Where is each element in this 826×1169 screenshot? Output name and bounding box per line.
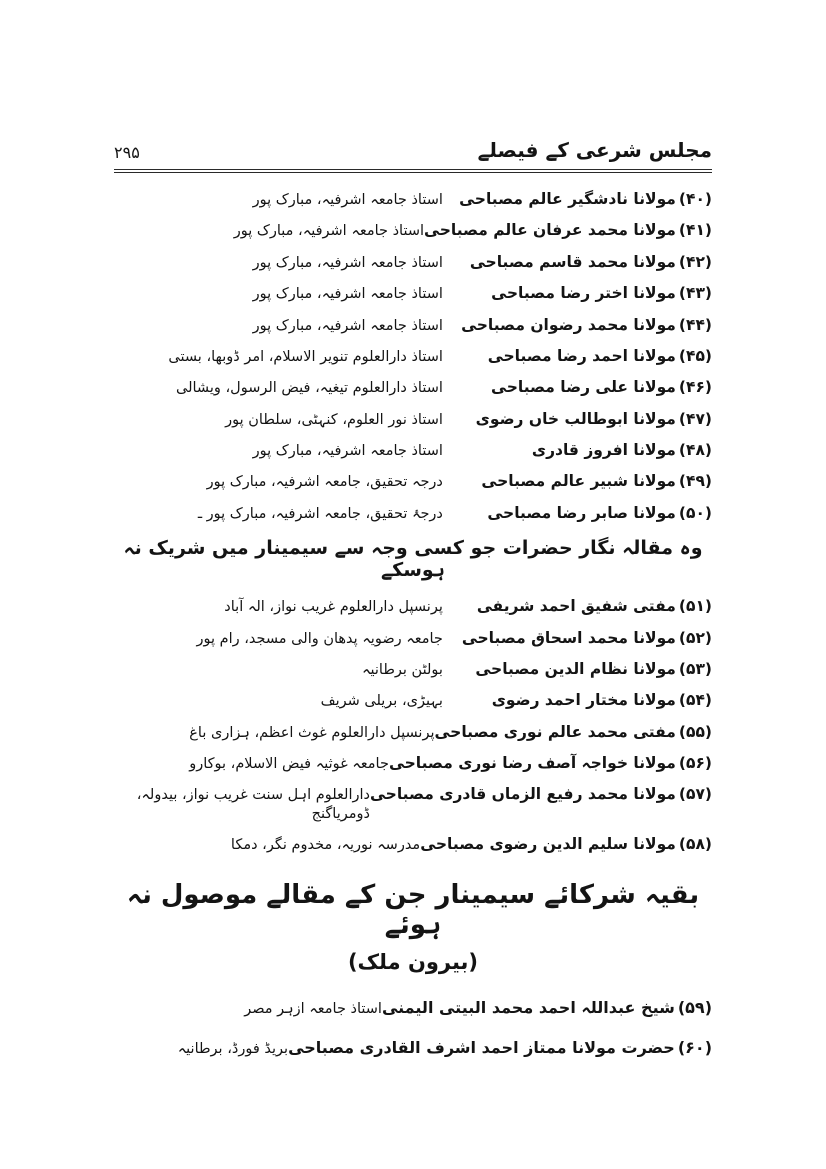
entry-name [389, 754, 712, 773]
entry-name-text: مولانا سلیم الدین رضوی مصباحی [420, 834, 676, 853]
entry-name-text: مولانا نادشگیر عالم مصباحی [459, 190, 676, 208]
entry-affiliation: استاذ جامعہ اشرفیہ، مبارک پور [252, 317, 443, 334]
list-item [114, 785, 712, 822]
entry-number: (۴۰) [678, 190, 712, 208]
entry-name-text: مولانا نظام الدین مصباحی [475, 659, 676, 678]
entry-name-text: مولانا محمد عرفان عالم مصباحی [424, 221, 676, 240]
entry-name [488, 347, 712, 366]
entry-number: (۴۴) [678, 315, 712, 334]
page-title: مجلس شرعی کے فیصلے [477, 138, 712, 162]
list-item [114, 253, 712, 272]
list-item [114, 378, 712, 397]
entry-affiliation: درجہ تحقیق، جامعہ اشرفیہ، مبارک پور [206, 474, 443, 491]
entry-name-text: حضرت مولانا ممتاز احمد اشرف القادری مصباحی [288, 1038, 675, 1058]
entry-affiliation: استاذ دارالعلوم تیغیہ، فیض الرسول، ویشالی [175, 380, 443, 397]
entry-affiliation: پرنسپل دارالعلوم غریب نواز، الہ آباد [224, 599, 443, 616]
list-item [114, 284, 712, 303]
entry-number: (۵۳) [678, 659, 712, 678]
entry-name [288, 1038, 712, 1058]
entry-name [491, 378, 712, 397]
page-number: ۲۹۵ [114, 143, 140, 162]
entry-name [462, 629, 712, 648]
heading-papers-not-received: بقیہ شرکائے سیمینار جن کے مقالے موصول نہ ہوئے [126, 880, 700, 940]
list-item [114, 410, 712, 429]
list-item [114, 629, 712, 648]
entry-name-text: مولانا اختر رضا مصباحی [491, 284, 676, 303]
entry-list-absent-writers [114, 597, 712, 854]
entry-name [492, 691, 712, 710]
entry-number: (۶۰) [677, 1038, 712, 1058]
entry-affiliation: استاذ جامعہ اشرفیہ، مبارک پور [233, 223, 425, 240]
entry-affiliation: بریڈ فورڈ، برطانیہ [177, 1041, 289, 1058]
entry-number: (۴۲) [678, 252, 712, 271]
entry-number: (۵۶) [678, 754, 712, 772]
list-item [114, 190, 712, 209]
list-item [114, 472, 712, 491]
list-item [114, 504, 712, 523]
entry-number: (۴۶) [678, 378, 712, 397]
entry-name [382, 998, 712, 1018]
entry-name-text: شیخ عبداللہ احمد محمد البیتی الیمنی [381, 998, 675, 1017]
entry-affiliation: پرنسپل دارالعلوم غوث اعظم، ہزاری باغ [189, 724, 435, 741]
entry-name-text: مولانا ابوطالب خاں رضوی [475, 409, 676, 428]
list-item [114, 835, 712, 854]
entry-affiliation: دارالعلوم اہل سنت غریب نواز، بیدولہ، ڈومریاگنج [136, 787, 370, 822]
entry-number: (۵۷) [678, 785, 712, 804]
entry-affiliation: بہیڑی، بریلی شریف [320, 693, 443, 710]
entry-name-text: مفتی محمد عالم نوری مصباحی [434, 722, 676, 741]
entry-number: (۵۱) [678, 597, 712, 616]
entry-affiliation: جامعہ رضویہ پدھان والی مسجد، رام پور [196, 630, 443, 647]
entry-name-text: مولانا مختار احمد رضوی [491, 691, 676, 710]
entry-name [424, 221, 712, 240]
entry-name-text: مولانا شبیر عالم مصباحی [481, 472, 676, 491]
entry-name [491, 284, 712, 303]
entry-name [481, 472, 712, 491]
page-header [114, 138, 712, 170]
list-item [114, 660, 712, 679]
entry-name [461, 316, 712, 335]
entry-name-text: مولانا صابر رضا مصباحی [487, 503, 676, 522]
entry-number: (۴۷) [678, 409, 712, 428]
entry-number: (۵۹) [677, 998, 712, 1017]
entry-name [459, 190, 712, 209]
list-item [114, 221, 712, 240]
entry-affiliation: استاذ جامعہ اشرفیہ، مبارک پور [252, 443, 443, 459]
list-item [114, 441, 712, 460]
entry-affiliation: درجۂ تحقیق، جامعہ اشرفیہ، مبارک پور ـ [197, 505, 443, 522]
list-item [114, 998, 712, 1018]
entry-number: (۴۳) [678, 284, 712, 303]
entry-number: (۵۲) [678, 628, 712, 647]
entry-name [477, 597, 712, 616]
entry-name [420, 835, 712, 854]
heading-outside-country: (بیرون ملک) [347, 950, 479, 974]
entry-list-outside-country [114, 998, 712, 1058]
entry-affiliation: استاذ جامعہ اشرفیہ، مبارک پور [252, 254, 443, 271]
entry-affiliation: مدرسہ نوریہ، مخدوم نگر، دمکا [230, 836, 421, 853]
entry-affiliation: استاذ دارالعلوم تنویر الاسلام، امر ڈوبھا، بستی [168, 348, 443, 365]
entry-name [476, 410, 712, 429]
entry-number: (۵۵) [678, 722, 712, 741]
entry-name [370, 785, 712, 804]
entry-number: (۴۸) [678, 441, 712, 459]
entry-affiliation: بولٹن برطانیہ [362, 661, 443, 678]
entry-name [470, 253, 712, 272]
entry-number: (۵۴) [678, 691, 712, 710]
entry-name [532, 441, 712, 460]
entry-name-text: مولانا خواجہ آصف رضا نوری مصباحی [388, 754, 676, 772]
entry-name [435, 723, 713, 742]
list-item [114, 754, 712, 773]
entry-name [475, 660, 712, 679]
list-item [114, 691, 712, 710]
entry-list-seminar-teachers [114, 190, 712, 523]
heading-absent-writers: وہ مقالہ نگار حضرات جو کسی وجہ سے سیمینار میں شریک نہ ہوسکے [123, 537, 703, 582]
entry-affiliation: استاذ جامعہ ازہر مصر [244, 1001, 382, 1017]
entry-name-text: مولانا محمد اسحاق مصباحی [461, 628, 676, 647]
entry-name-text: مولانا محمد قاسم مصباحی [469, 252, 676, 271]
entry-affiliation: استاذ جامعہ اشرفیہ، مبارک پور [252, 192, 443, 208]
entry-name-text: مولانا علی رضا مصباحی [491, 378, 676, 397]
entry-name-text: مولانا محمد رضوان مصباحی [461, 315, 676, 334]
entry-affiliation: استاذ نور العلوم، کنہٹی، سلطان پور [225, 411, 443, 428]
list-item [114, 347, 712, 366]
entry-number: (۵۰) [678, 503, 712, 522]
list-item [114, 1038, 712, 1058]
entry-number: (۴۵) [678, 346, 712, 365]
entry-affiliation: استاذ جامعہ اشرفیہ، مبارک پور [252, 286, 443, 303]
list-item [114, 316, 712, 335]
entry-affiliation: جامعہ غوثیہ فیض الاسلام، بوکارو [189, 756, 389, 772]
list-item [114, 723, 712, 742]
entry-name-text: مولانا احمد رضا مصباحی [487, 346, 676, 365]
entry-name-text: مولانا محمد رفیع الزماں قادری مصباحی [369, 785, 676, 804]
entry-name [487, 504, 712, 523]
entry-number: (۵۸) [678, 834, 712, 853]
entry-name-text: مفتی شفیق احمد شریفی [476, 597, 676, 616]
list-item [114, 597, 712, 616]
entry-number: (۴۹) [678, 472, 712, 491]
entry-number: (۴۱) [678, 221, 712, 240]
entry-name-text: مولانا افروز قادری [531, 441, 676, 459]
